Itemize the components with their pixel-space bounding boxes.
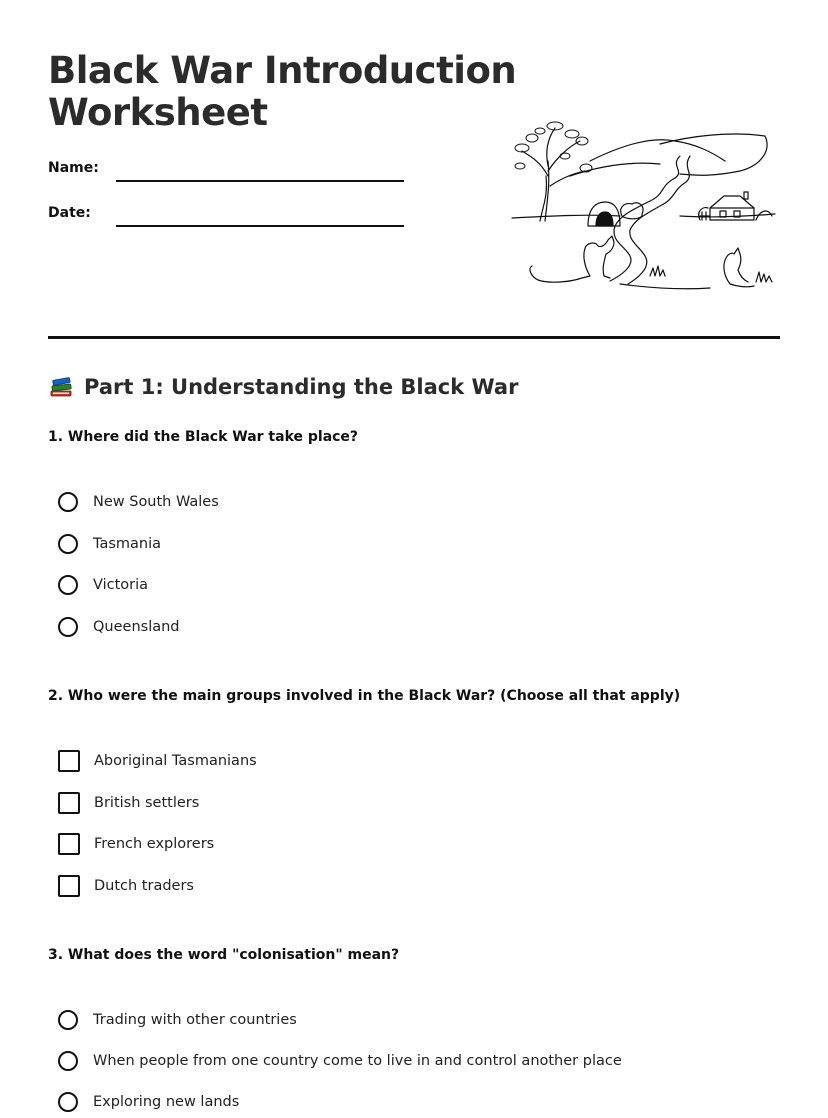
question-3-option-3[interactable] [58,1090,239,1114]
checkbox[interactable] [58,833,80,855]
name-label: Name: [48,160,99,176]
question-1-option-2[interactable] [58,532,161,556]
question-3-text: 3. What does the word "colonisation" mean? [48,947,400,963]
radio-button[interactable] [58,1010,78,1030]
question-1-option-1[interactable] [58,490,219,514]
question-3-option-1[interactable] [58,1008,297,1032]
option-label: Aboriginal Tasmanians [94,753,257,769]
option-label: Victoria [93,577,149,593]
option-label: Dutch traders [94,878,194,894]
date-label: Date: [48,205,91,221]
checkbox[interactable] [58,875,80,897]
question-2-option-3[interactable] [58,832,214,856]
date-field[interactable] [116,225,404,227]
worksheet-title [48,50,516,134]
part-1-heading [48,374,518,400]
option-label: Queensland [93,619,180,635]
radio-button[interactable] [58,575,78,595]
title-line-1: Black War Introduction [48,49,517,92]
option-label: Trading with other countries [93,1012,297,1028]
question-1-text: 1. Where did the Black War take place? [48,429,359,445]
question-2-option-1[interactable] [58,749,257,773]
radio-button[interactable] [58,1051,78,1071]
question-2-text: 2. Who were the main groups involved in the Black War? (Choose all that apply) [48,688,681,704]
books-icon [48,374,74,400]
part-1-title: Part 1: Understanding the Black War [84,375,519,399]
question-2-option-2[interactable] [58,791,199,815]
option-label: New South Wales [93,494,219,510]
checkbox[interactable] [58,792,80,814]
checkbox[interactable] [58,750,80,772]
radio-button[interactable] [58,534,78,554]
question-3-option-2[interactable] [58,1049,622,1073]
option-label: When people from one country come to live in and control another place [93,1053,622,1069]
radio-button[interactable] [58,492,78,512]
option-label: Exploring new lands [93,1094,240,1110]
radio-button[interactable] [58,617,78,637]
option-label: French explorers [94,836,215,852]
option-label: Tasmania [93,536,162,552]
section-divider [48,336,780,339]
name-field[interactable] [116,180,404,182]
title-line-2: Worksheet [48,91,268,134]
radio-button[interactable] [58,1092,78,1112]
option-label: British settlers [94,795,200,811]
landscape-scene-illustration [510,116,778,296]
question-1-option-3[interactable] [58,573,148,597]
question-2-option-4[interactable] [58,874,194,898]
question-1-option-4[interactable] [58,615,180,639]
